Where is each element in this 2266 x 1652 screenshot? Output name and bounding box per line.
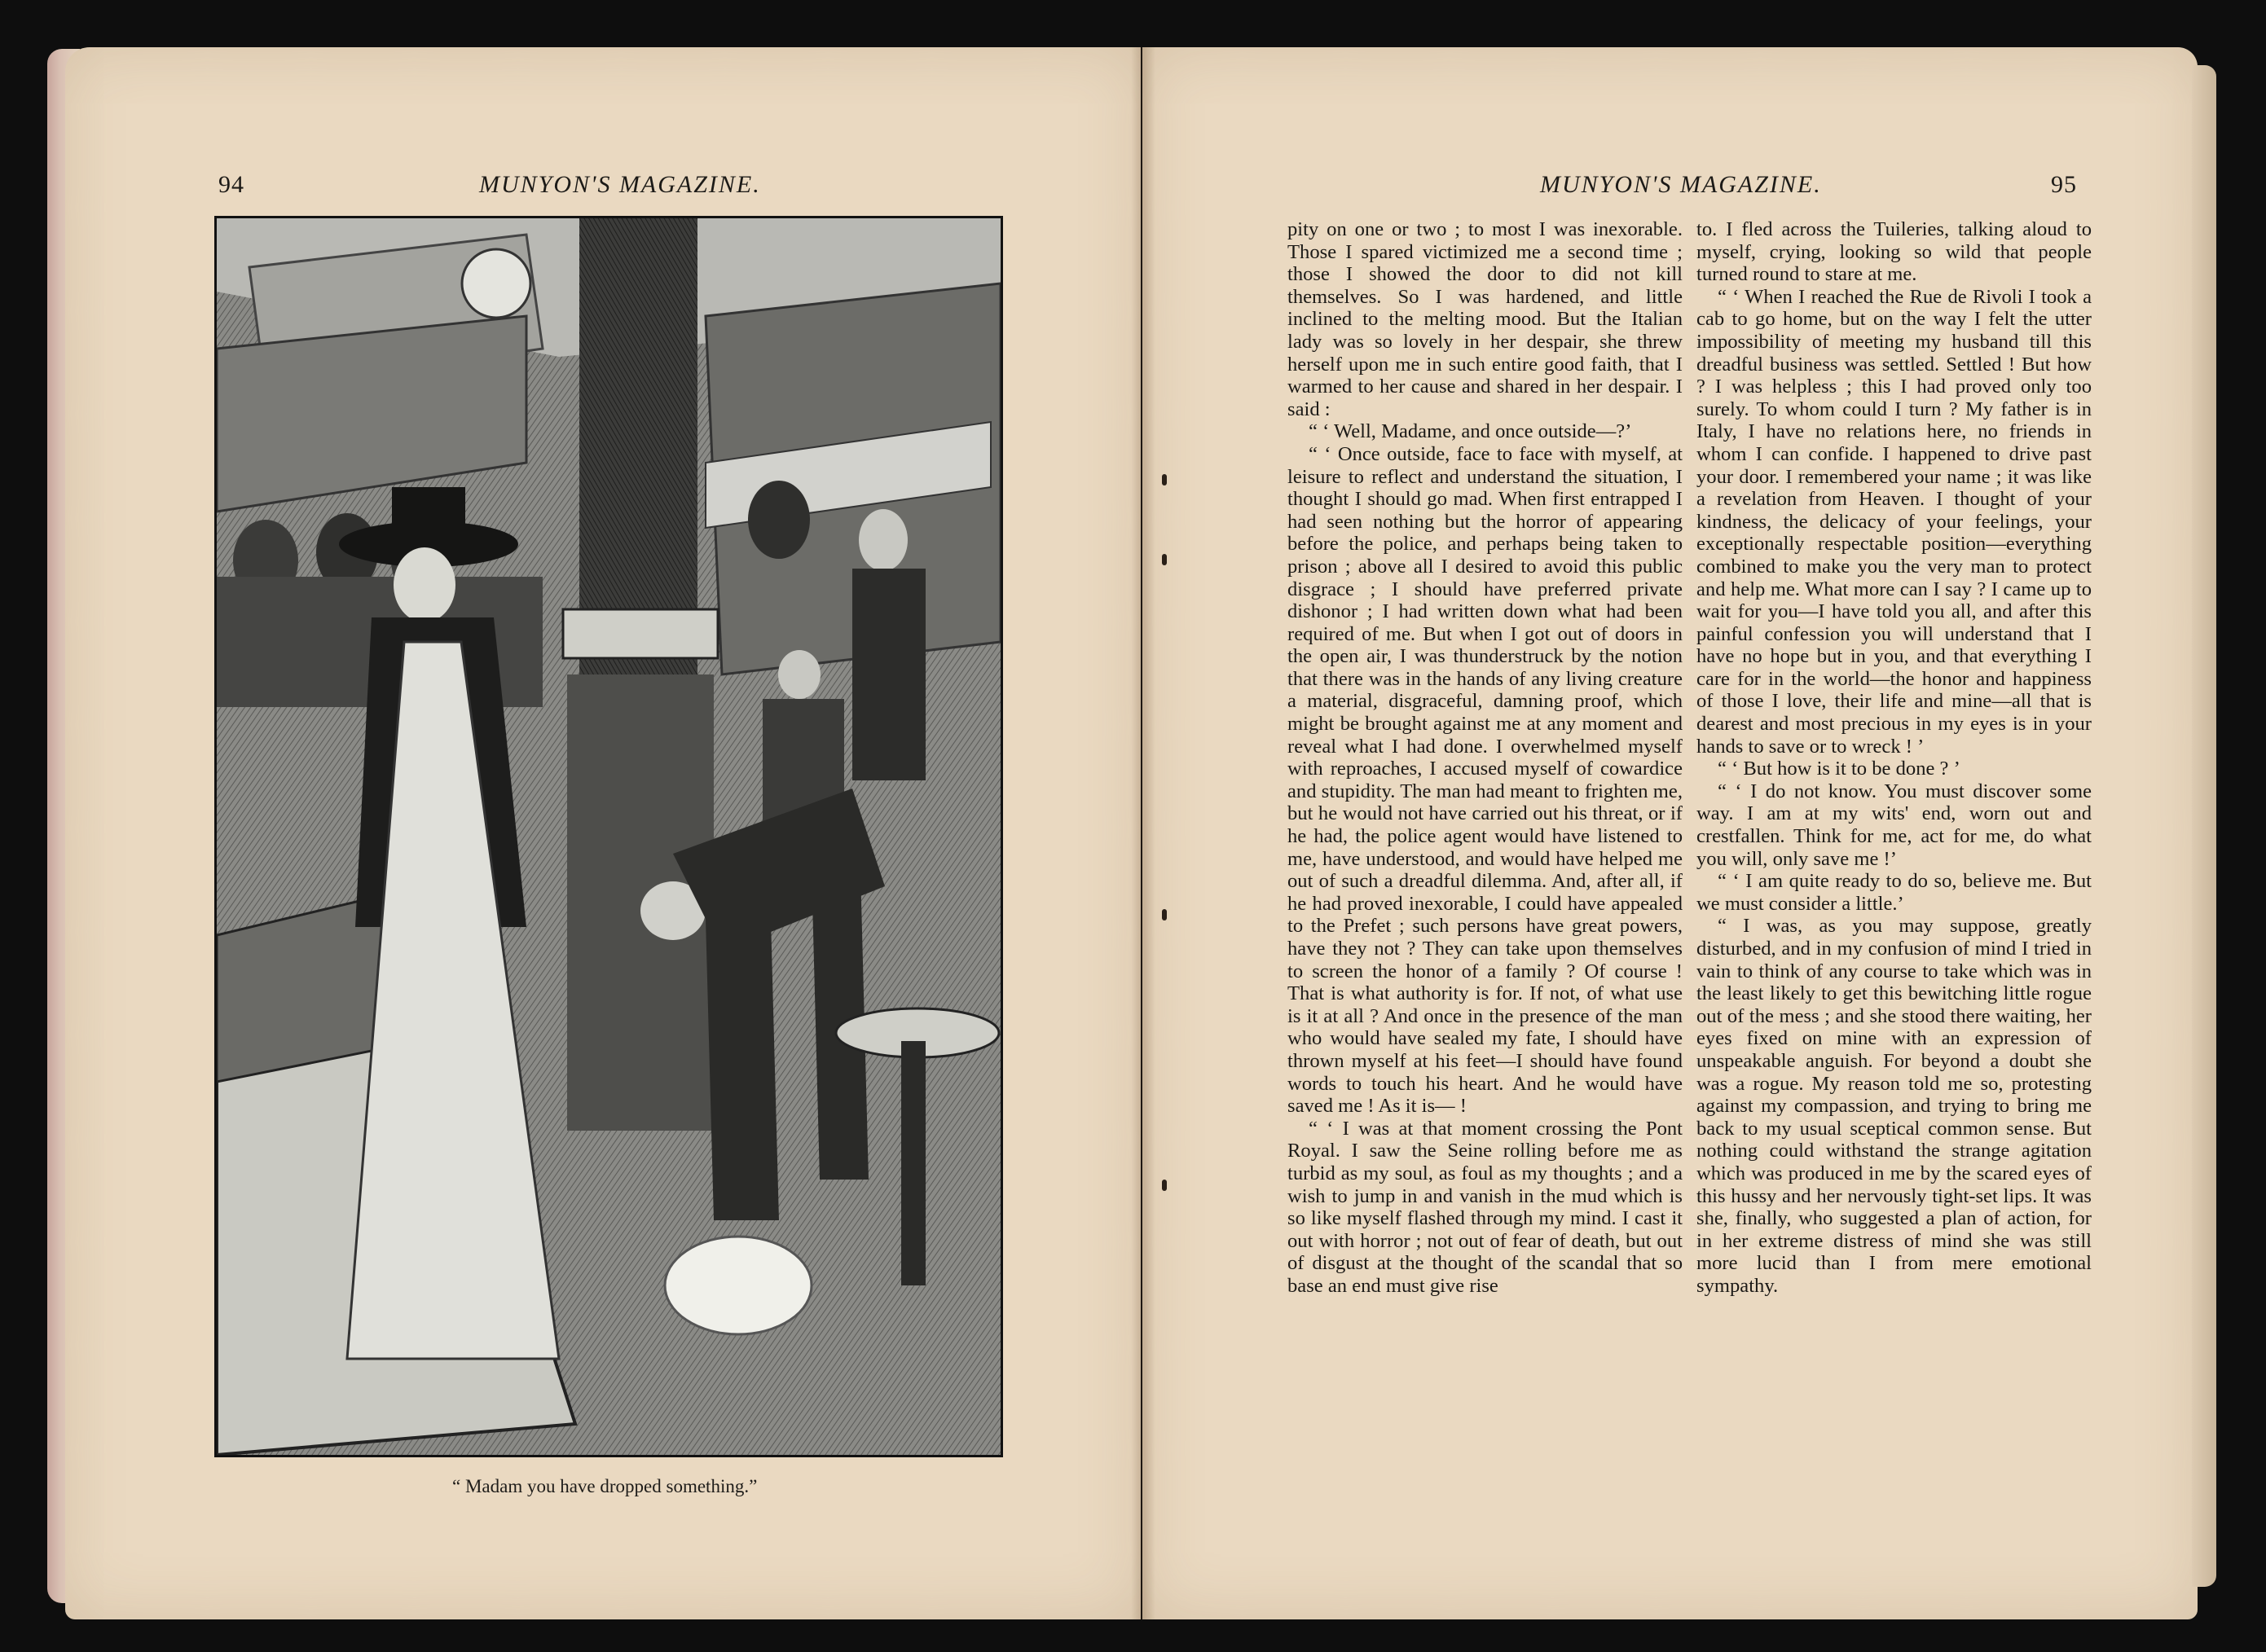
binding-stitch — [1162, 1180, 1167, 1191]
text-column-1 — [1287, 218, 1683, 1298]
running-head-right: MUNYON'S MAGAZINE. — [1540, 171, 1822, 198]
paragraph: pity on one or two ; to most I was inexorable. Those I spared victimized me a second time ; those I showed the door to did not kill themselves. So I was hardened, and little inclined to the melting mood. But the Italian lady was so lovely in her despair, she threw herself upon me in such entire good faith, that I warmed to her cause and shared in her despair. I said : — [1287, 218, 1683, 420]
running-head-left: MUNYON'S MAGAZINE. — [479, 171, 761, 198]
paragraph: “ ‘ Once outside, face to face with myself, at leisure to reflect and understand the situation, I thought I should go mad. When first entrapped I had seen nothing but the horror of appearing before the police, and perhaps being taken to prison ; above all I desired to avoid this public disgrace ; I should have preferred private dishonor ; I had written down what had been required of me. But when I got out of doors in the open air, I was thunderstruck by the notion that there was in the hands of any living creature a material, disgraceful, damning proof, which might be brought against me at any moment and reveal what I had done. I overwhelmed myself with reproaches, I accused myself of cowardice and stupidity. The man had meant to frighten me, but he would not have carried out his threat, or if he had, the police agent would have listened to me, have understood, and would have helped me out of such a dreadful dilemma. And, after all, if he had proved inexorable, I could have appealed to the Prefet ; such persons have great powers, have they not ? They can take upon themselves to screen the honor of a family ? Of course ! That is what authority is for. If not, of what use is it at all ? And once in the presence of the man who would have sealed my fate, I should have thrown myself at his feet—I should have found words to touch his heart. And he would have saved me ! As it is— ! — [1287, 442, 1683, 1118]
book-gutter — [1131, 47, 1155, 1619]
binding-stitch — [1162, 474, 1167, 485]
paragraph: “ ‘ I do not know. You must discover some way. I am at my wits' end, worn out and crestfallen. Think for me, act for me, do what you will, only save me !’ — [1696, 780, 2092, 870]
paragraph: “ I was, as you may suppose, greatly disturbed, and in my confusion of mind I tried in vain to think of any course to take which was in the least likely to get this bewitching little rogue out of the mess ; and she stood there waiting, her eyes fixed on mine with an expression of unspeakable anguish. For beyond a doubt she was a rogue. My reason told me so, protesting against my compassion, and trying to bring me back to my usual sceptical common sense. But nothing could withstand the strange agitation which was produced in me by the scared eyes of this hussy and her nervously tight-set lips. It was she, finally, who suggested a plan of action, for in her extreme distress of mind she was still more lucid than I from mere emotional sympathy. — [1696, 915, 2092, 1297]
binding-stitch — [1162, 554, 1167, 565]
right-page-edges — [2192, 65, 2216, 1587]
text-column-2 — [1696, 218, 2092, 1298]
engraved-illustration — [214, 216, 1003, 1457]
illustration-artwork — [217, 218, 1001, 1455]
paragraph: “ ‘ I am quite ready to do so, believe me. But we must consider a little.’ — [1696, 870, 2092, 915]
paragraph: “ ‘ When I reached the Rue de Rivoli I took a cab to go home, but on the way I felt the utter impossibility of meeting my husband till this dreadful business was settled. Settled ! But how ? I was helpless ; this I had proved only too surely. To whom could I turn ? My father is in Italy, I have no relations here, no friends in whom I can confide. I happened to drive past your door. I remembered your name ; it was like a revelation from Heaven. I thought of your kindness, the delicacy of your feelings, your exceptionally respectable position—everything combined to make you the very man to protect and help me. What more can I say ? I came up to wait for you—I have told you all, and after this painful confession you will understand that I have no hope but in you, and that everything I care for in the world—the honor and happiness of those I love, their life and mine—all that is dearest and most precious in my eyes is in your hands to save or to wreck ! ’ — [1696, 285, 2092, 758]
paragraph: “ ‘ Well, Madame, and once outside—?’ — [1309, 420, 1632, 443]
paragraph: to. I fled across the Tuileries, talking aloud to myself, crying, looking so wild that people turned round to stare at me. — [1696, 218, 2092, 286]
paragraph: “ ‘ But how is it to be done ? ’ — [1718, 758, 1960, 780]
paragraph: “ ‘ I was at that moment crossing the Pont Royal. I saw the Seine rolling before me as turbid as my soul, as foul as my thoughts ; and a wish to jump in and vanish in the mud which is so like myself flashed through my mind. I cast it out with horror ; not out of fear of death, but out of disgust at the thought of the scandal that so base an end must give rise — [1287, 1117, 1683, 1297]
page-number-left: 94 — [218, 171, 244, 198]
illustration-caption: “ Madam you have dropped something.” — [452, 1476, 758, 1496]
page-number-right: 95 — [2051, 171, 2077, 198]
binding-stitch — [1162, 909, 1167, 920]
